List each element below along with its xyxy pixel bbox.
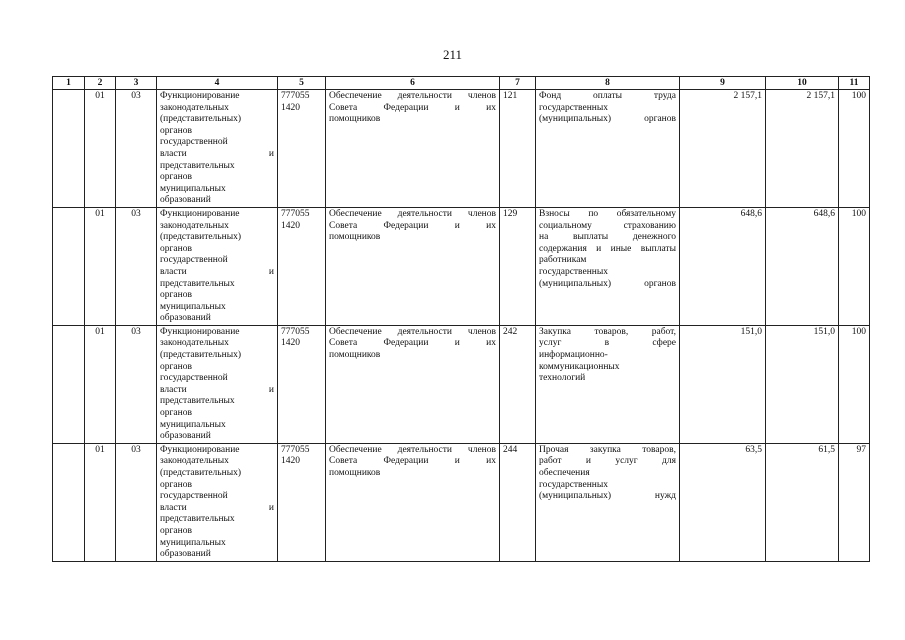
cell-expense-name-line: (муниципальных) органов xyxy=(539,278,676,289)
cell-section: 01 xyxy=(85,443,116,561)
cell-target-article-line: 777055 xyxy=(281,91,310,101)
cell-planned-amount: 63,5 xyxy=(680,443,766,561)
cell-expense-name xyxy=(536,325,680,443)
cell-section-name-line: представительных xyxy=(160,396,235,407)
cell-section-name-line: законодательных xyxy=(160,338,229,349)
header-row xyxy=(53,77,870,90)
cell-target-name-line: Совета Федерации и их xyxy=(329,220,496,231)
cell-section-name-line: органов xyxy=(160,290,192,301)
cell-expense-name-line: коммуникационных xyxy=(539,361,620,372)
cell-expense-type: 244 xyxy=(500,443,536,561)
cell-section-name xyxy=(157,207,278,325)
cell-section-name-line: (представительных) xyxy=(160,114,242,125)
cell-expense-name-line: Закупка товаров, работ, xyxy=(539,326,676,337)
cell-section-name-line: образований xyxy=(160,195,211,206)
cell-actual-amount: 2 157,1 xyxy=(766,90,839,208)
cell-section: 01 xyxy=(85,207,116,325)
cell-section-name-line: представительных xyxy=(160,278,235,289)
cell-section-name-line: образований xyxy=(160,313,211,324)
column-header: 6 xyxy=(326,77,500,90)
cell-target-article-line: 1420 xyxy=(281,456,300,467)
cell-section-name-line: представительных xyxy=(160,160,235,171)
cell-percent: 100 xyxy=(839,325,870,443)
table-row xyxy=(53,325,870,443)
cell-section-name-line: Функционирование xyxy=(160,91,240,101)
cell-target-article xyxy=(278,443,326,561)
cell-target-name-line: помощников xyxy=(329,114,381,125)
cell-expense-name-line: государственных xyxy=(539,479,609,490)
cell-expense-name-line: (муниципальных) органов xyxy=(539,114,676,125)
cell-section-name-line: образований xyxy=(160,431,211,442)
table-row xyxy=(53,207,870,325)
cell-actual-amount: 61,5 xyxy=(766,443,839,561)
column-header: 3 xyxy=(116,77,157,90)
cell-section-name-line: законодательных xyxy=(160,456,229,467)
cell-expense-name-line: услуг в сфере xyxy=(539,338,676,349)
cell-planned-amount: 2 157,1 xyxy=(680,90,766,208)
cell-section-name-line: власти и xyxy=(160,502,274,513)
cell-expense-name xyxy=(536,207,680,325)
cell-expense-type: 129 xyxy=(500,207,536,325)
table-body xyxy=(53,90,870,562)
cell-section-name-line: (представительных) xyxy=(160,232,242,243)
cell-target-name xyxy=(326,207,500,325)
cell-target-name-line: Обеспечение деятельности членов xyxy=(329,444,496,455)
cell-section-name-line: органов xyxy=(160,125,192,136)
cell-target-name xyxy=(326,443,500,561)
cell-target-name-line: Совета Федерации и их xyxy=(329,338,496,349)
cell-expense-name-line: работ и услуг для xyxy=(539,456,676,467)
cell-target-article-line: 1420 xyxy=(281,220,300,231)
cell-expense-name xyxy=(536,90,680,208)
cell-target-article-line: 777055 xyxy=(281,208,310,219)
cell-expense-type: 121 xyxy=(500,90,536,208)
cell-target-name-line: Обеспечение деятельности членов xyxy=(329,208,496,219)
cell-section-name-line: органов xyxy=(160,243,192,254)
cell-section-name-line: (представительных) xyxy=(160,468,242,478)
column-header: 9 xyxy=(680,77,766,90)
cell-subsection: 03 xyxy=(116,443,157,561)
cell-planned-amount: 151,0 xyxy=(680,325,766,443)
cell-expense-type: 242 xyxy=(500,325,536,443)
cell-target-name xyxy=(326,325,500,443)
cell-target-article-line: 777055 xyxy=(281,444,310,455)
cell-expense-name-line: (муниципальных) нужд xyxy=(539,491,676,502)
cell-expense-name xyxy=(536,443,680,561)
cell-expense-name-line: информационно- xyxy=(539,350,608,361)
cell-expense-name-line: обеспечения xyxy=(539,468,590,478)
cell-section-name-line: Функционирование xyxy=(160,444,240,455)
column-header: 1 xyxy=(53,77,85,90)
cell-section-name-line: Функционирование xyxy=(160,326,240,337)
cell-subsection: 03 xyxy=(116,90,157,208)
cell-planned-amount: 648,6 xyxy=(680,207,766,325)
cell-expense-name-line: технологий xyxy=(539,373,586,384)
cell-section-name-line: законодательных xyxy=(160,220,229,231)
cell-section-name-line: муниципальных xyxy=(160,419,226,430)
page-number: 211 xyxy=(442,47,463,62)
column-header: 7 xyxy=(500,77,536,90)
cell-expense-name-line: социальному страхованию xyxy=(539,220,676,231)
cell-expense-name-line: Прочая закупка товаров, xyxy=(539,444,676,455)
cell-section-name-line: органов xyxy=(160,479,192,490)
cell-target-article xyxy=(278,325,326,443)
cell-target-article-line: 1420 xyxy=(281,338,300,349)
cell-expense-name-line: работникам xyxy=(539,255,587,266)
cell-section-name-line: власти и xyxy=(160,266,274,277)
cell-section-name-line: законодательных xyxy=(160,102,229,113)
column-header: 10 xyxy=(766,77,839,90)
cell-target-article-line: 1420 xyxy=(281,102,300,113)
cell-expense-name-line: государственных xyxy=(539,266,609,277)
table-row xyxy=(53,443,870,561)
cell-section-name xyxy=(157,90,278,208)
cell-subsection: 03 xyxy=(116,325,157,443)
cell-section-name-line: муниципальных xyxy=(160,301,226,312)
column-header: 11 xyxy=(839,77,870,90)
cell-target-name-line: Обеспечение деятельности членов xyxy=(329,326,496,337)
cell-section-name-line: муниципальных xyxy=(160,183,226,194)
cell-target-article xyxy=(278,207,326,325)
cell-target-name-line: Совета Федерации и их xyxy=(329,102,496,113)
cell-target-name-line: помощников xyxy=(329,232,381,243)
cell-col1 xyxy=(53,207,85,325)
column-header: 2 xyxy=(85,77,116,90)
cell-expense-name-line: на выплаты денежного xyxy=(539,232,676,243)
cell-expense-name-line: государственных xyxy=(539,102,609,113)
cell-section-name-line: образований xyxy=(160,549,211,560)
cell-section: 01 xyxy=(85,325,116,443)
cell-actual-amount: 151,0 xyxy=(766,325,839,443)
cell-section-name-line: государственной xyxy=(160,255,228,266)
cell-section-name-line: власти и xyxy=(160,148,274,159)
column-header: 4 xyxy=(157,77,278,90)
cell-col1 xyxy=(53,443,85,561)
column-header: 5 xyxy=(278,77,326,90)
cell-target-article xyxy=(278,90,326,208)
cell-percent: 97 xyxy=(839,443,870,561)
cell-percent: 100 xyxy=(839,90,870,208)
cell-section-name-line: органов xyxy=(160,172,192,183)
cell-expense-name-line: Взносы по обязательному xyxy=(539,208,676,219)
cell-section-name-line: государственной xyxy=(160,491,228,502)
cell-target-name-line: помощников xyxy=(329,350,381,361)
cell-section-name-line: органов xyxy=(160,408,192,419)
cell-subsection: 03 xyxy=(116,207,157,325)
cell-section-name-line: государственной xyxy=(160,373,228,384)
cell-section-name-line: муниципальных xyxy=(160,537,226,548)
cell-expense-name-line: Фонд оплаты труда xyxy=(539,91,676,101)
cell-col1 xyxy=(53,325,85,443)
cell-section-name xyxy=(157,325,278,443)
cell-section-name xyxy=(157,443,278,561)
cell-section-name-line: Функционирование xyxy=(160,208,240,219)
cell-expense-name-line: содержания и иные выплаты xyxy=(539,243,676,254)
cell-target-name xyxy=(326,90,500,208)
cell-section-name-line: органов xyxy=(160,525,192,536)
column-header: 8 xyxy=(536,77,680,90)
cell-target-name-line: помощников xyxy=(329,468,381,478)
cell-target-name-line: Обеспечение деятельности членов xyxy=(329,91,496,101)
cell-col1 xyxy=(53,90,85,208)
cell-section-name-line: государственной xyxy=(160,137,228,148)
cell-actual-amount: 648,6 xyxy=(766,207,839,325)
cell-target-article-line: 777055 xyxy=(281,326,310,337)
cell-section-name-line: органов xyxy=(160,361,192,372)
cell-section: 01 xyxy=(85,90,116,208)
table-row xyxy=(53,90,870,208)
cell-section-name-line: власти и xyxy=(160,384,274,395)
budget-table xyxy=(52,76,870,562)
cell-percent: 100 xyxy=(839,207,870,325)
cell-section-name-line: представительных xyxy=(160,514,235,525)
cell-section-name-line: (представительных) xyxy=(160,350,242,361)
cell-target-name-line: Совета Федерации и их xyxy=(329,456,496,467)
